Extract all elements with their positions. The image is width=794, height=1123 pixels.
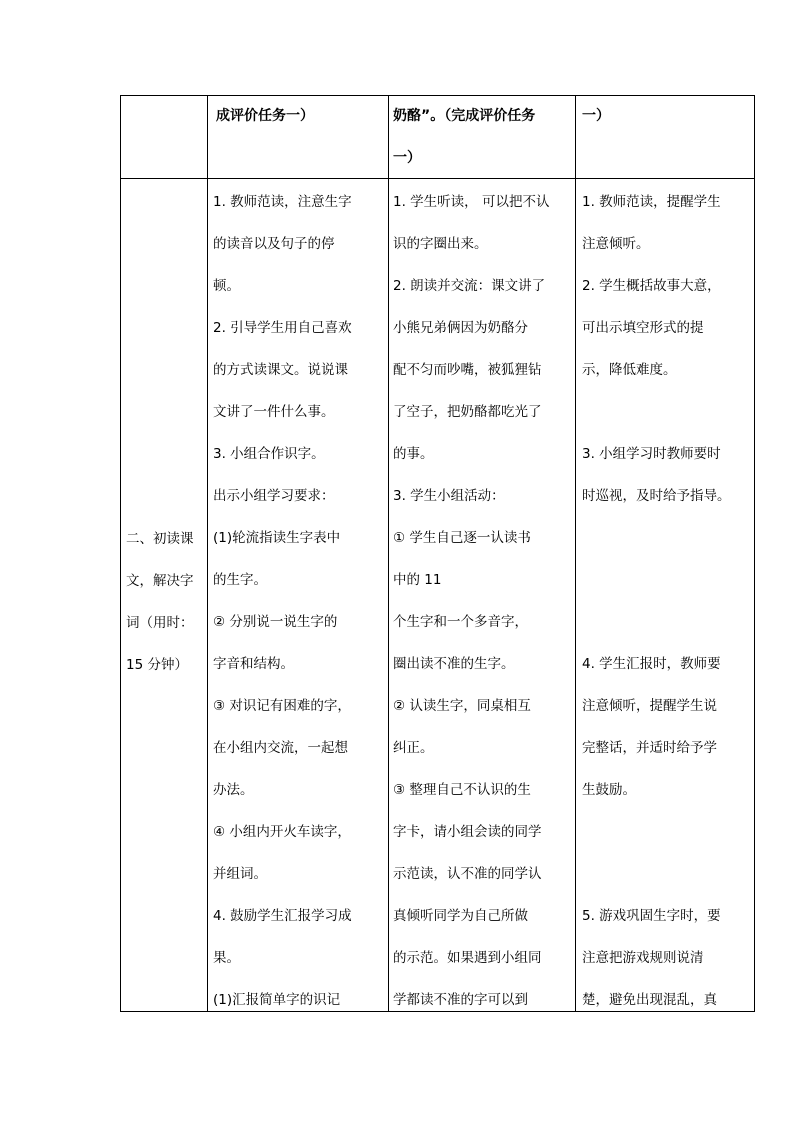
header-cell-student [393, 95, 535, 179]
teacher-line: 2. 引导学生用自己喜欢 [213, 320, 352, 336]
teacher-line: 的读音以及句子的停 [213, 236, 335, 252]
teacher-line: 在小组内交流，一起想 [213, 740, 348, 756]
student-line: 示范读，认不准的同学认 [393, 866, 542, 882]
student-line: 个生字和一个多音字， [393, 614, 528, 630]
header-text: 一） [582, 108, 610, 124]
notes-line: 完整话，并适时给予学 [582, 740, 717, 756]
teacher-activity-cell [213, 181, 352, 1021]
teacher-line: ③ 对识记有困难的字， [213, 698, 351, 714]
teacher-line: 字音和结构。 [213, 656, 294, 672]
student-line: 小熊兄弟俩因为奶酪分 [393, 320, 528, 336]
student-line: 识的字圈出来。 [393, 236, 488, 252]
column-divider-1 [207, 95, 208, 1012]
column-divider-2 [388, 95, 389, 1012]
notes-line: 注意倾听。 [582, 236, 650, 252]
notes-line [582, 559, 731, 601]
table-border-left [120, 95, 121, 1012]
student-line: 中的 11 [393, 572, 442, 588]
teacher-line: 1. 教师范读，注意生字 [213, 194, 352, 210]
table-border-right [754, 95, 755, 1012]
notes-line [582, 601, 731, 643]
student-line: 真倾听同学为自己所做 [393, 908, 528, 924]
notes-line: 生鼓励。 [582, 782, 636, 798]
teacher-line: 顿。 [213, 278, 240, 294]
notes-line: 4. 学生汇报时，教师要 [582, 656, 721, 672]
teacher-line: 并组词。 [213, 866, 267, 882]
stage-line: 文，解决字 [126, 573, 194, 589]
notes-line: 3. 小组学习时教师要时 [582, 446, 721, 462]
header-cell-activity [216, 95, 314, 137]
student-line: ③ 整理自己不认识的生 [393, 782, 531, 798]
teacher-line: 果。 [213, 950, 240, 966]
teacher-line: 文讲了一件什么事。 [213, 404, 335, 420]
student-line: 圈出读不准的生字。 [393, 656, 515, 672]
notes-line: 时巡视，及时给予指导。 [582, 488, 731, 504]
stage-line: 词（用时： [126, 615, 194, 631]
header-text: 成评价任务一） [216, 108, 314, 124]
teacher-line: 出示小组学习要求： [213, 488, 335, 504]
column-divider-3 [575, 95, 576, 1012]
student-line: 学都读不准的字可以到 [393, 992, 528, 1008]
student-line: 的示范。如果遇到小组同 [393, 950, 542, 966]
student-line: 纠正。 [393, 740, 434, 756]
notes-line [582, 811, 731, 853]
student-line: ② 认读生字，同桌相互 [393, 698, 531, 714]
stage-line: 15 分钟） [126, 657, 188, 673]
teacher-line: 的生字。 [213, 572, 267, 588]
teacher-line: 4. 鼓励学生汇报学习成 [213, 908, 352, 924]
teacher-line: 3. 小组合作识字。 [213, 446, 325, 462]
student-line: ① 学生自己逐一认读书 [393, 530, 531, 546]
teacher-line: ④ 小组内开火车读字， [213, 824, 351, 840]
notes-line: 注意把游戏规则说清 [582, 950, 704, 966]
notes-line: 2. 学生概括故事大意， [582, 278, 721, 294]
stage-line: 二、初读课 [126, 531, 194, 547]
teacher-line: 办法。 [213, 782, 254, 798]
notes-line: 5. 游戏巩固生字时，要 [582, 908, 721, 924]
notes-line [582, 391, 731, 433]
teacher-line: (1)轮流指读生字表中 [213, 530, 341, 546]
student-line: 了空子，把奶酪都吃光了 [393, 404, 542, 420]
notes-line: 1. 教师范读，提醒学生 [582, 194, 721, 210]
student-line: 1. 学生听读， 可以把不认 [393, 194, 550, 210]
student-line: 2. 朗读并交流：课文讲了 [393, 278, 546, 294]
notes-cell [582, 181, 731, 1021]
header-text: 一） [393, 150, 421, 166]
notes-line: 示，降低难度。 [582, 362, 677, 378]
notes-line: 可出示填空形式的提 [582, 320, 704, 336]
student-activity-cell [393, 181, 549, 1021]
teacher-line: ② 分别说一说生字的 [213, 614, 338, 630]
teacher-line: (1)汇报简单字的识记 [213, 992, 341, 1008]
student-line: 3. 学生小组活动： [393, 488, 505, 504]
notes-line [582, 517, 731, 559]
notes-line: 楚，避免出现混乱，真 [582, 992, 717, 1008]
notes-line: 注意倾听，提醒学生说 [582, 698, 717, 714]
notes-line [582, 853, 731, 895]
header-text: 奶酪”。（完成评价任务 [393, 108, 536, 124]
teacher-line: 的方式读课文。说说课 [213, 362, 348, 378]
header-cell-notes [582, 95, 610, 137]
student-line: 配不匀而吵嘴，被狐狸钻 [393, 362, 542, 378]
lesson-plan-table [120, 95, 755, 1012]
stage-cell [126, 518, 194, 686]
student-line: 的事。 [393, 446, 434, 462]
student-line: 字卡，请小组会读的同学 [393, 824, 542, 840]
